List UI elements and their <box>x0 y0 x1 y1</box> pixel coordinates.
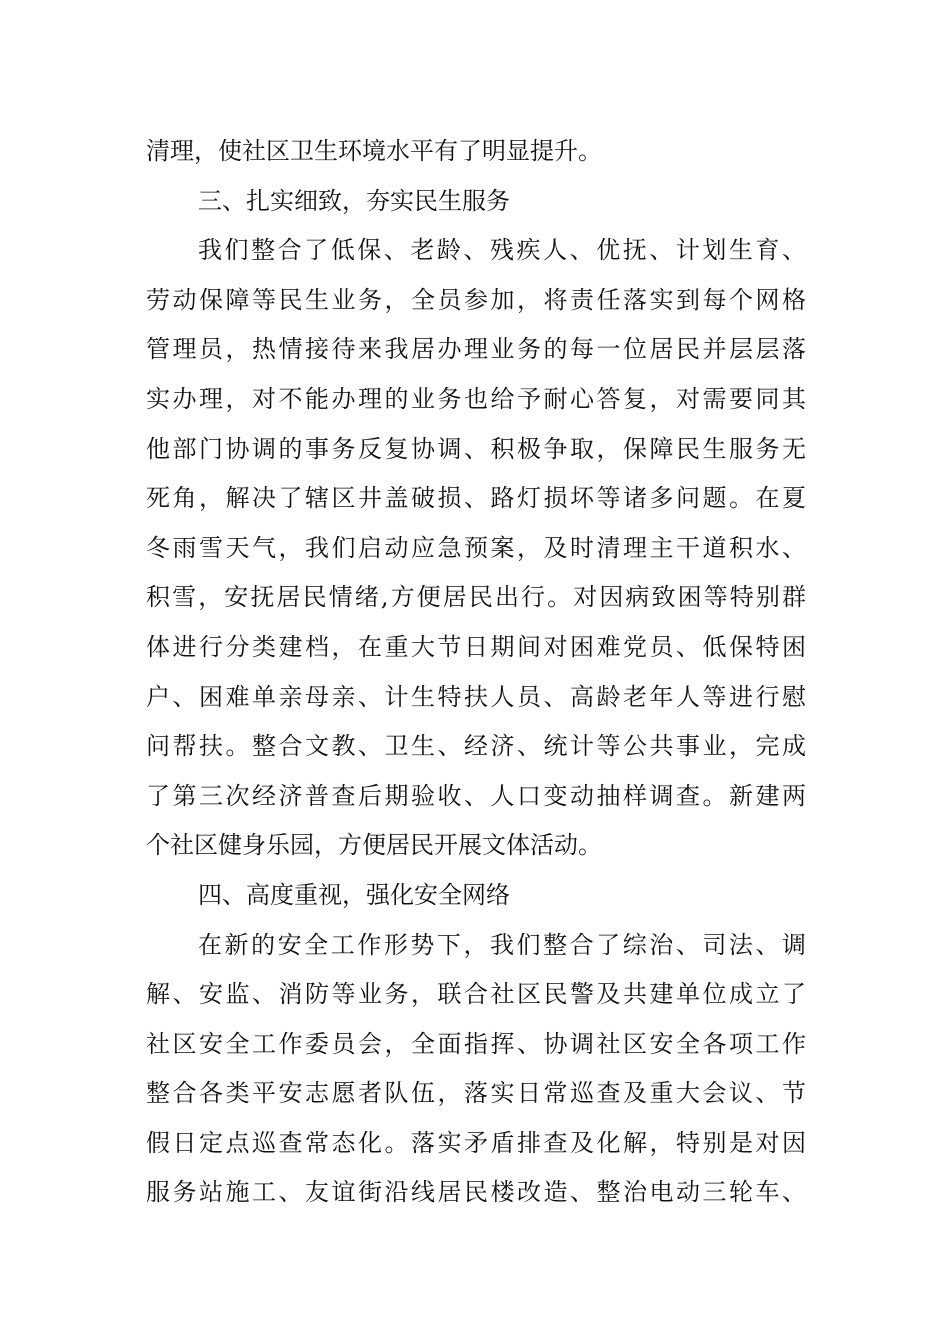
text-line: 整合各类平安志愿者队伍，落实日常巡查及重大会议、节 <box>146 1079 806 1108</box>
text-line: 了第三次经济普查后期验收、人口变动抽样调查。新建两 <box>146 781 806 810</box>
document-body <box>146 127 811 1218</box>
text-line: 体进行分类建档，在重大节日期间对困难党员、低保特困 <box>146 632 806 661</box>
text-line: 劳动保障等民生业务，全员参加，将责任落实到每个网格 <box>146 285 806 314</box>
text-line: 户、困难单亲母亲、计生特扶人员、高龄老年人等进行慰 <box>146 682 806 711</box>
text-line: 他部门协调的事务反复协调、积极争取，保障民生服务无 <box>146 434 806 463</box>
text-line: 四、高度重视，强化安全网络 <box>198 880 510 909</box>
text-line: 解、安监、消防等业务，联合社区民警及共建单位成立了 <box>146 980 806 1009</box>
text-line: 清理，使社区卫生环境水平有了明显提升。 <box>146 137 602 165</box>
text-line: 死角，解决了辖区井盖破损、路灯损坏等诸多问题。在夏 <box>146 484 806 513</box>
text-line: 服务站施工、友谊街沿线居民楼改造、整治电动三轮车、 <box>146 1178 806 1207</box>
text-line: 问帮扶。整合文教、卫生、经济、统计等公共事业，完成 <box>146 732 806 761</box>
text-line: 管理员，热情接待来我居办理业务的每一位居民并层层落 <box>146 335 806 364</box>
text-line: 个社区健身乐园，方便居民开展文体活动。 <box>146 831 602 860</box>
text-line: 假日定点巡查常态化。落实矛盾排查及化解，特别是对因 <box>146 1128 806 1157</box>
text-line: 积雪，安抚居民情绪,方便居民出行。对因病致困等特别群 <box>146 583 806 612</box>
text-line: 冬雨雪天气，我们启动应急预案，及时清理主干道积水、 <box>146 533 806 562</box>
text-line: 实办理，对不能办理的业务也给予耐心答复，对需要同其 <box>146 384 806 413</box>
text-line: 社区安全工作委员会，全面指挥、协调社区安全各项工作 <box>146 1029 806 1058</box>
text-line: 三、扎实细致，夯实民生服务 <box>198 186 510 215</box>
text-line: 在新的安全工作形势下，我们整合了综治、司法、调 <box>198 930 806 959</box>
text-line: 我们整合了低保、老龄、残疾人、优抚、计划生育、 <box>198 236 806 265</box>
